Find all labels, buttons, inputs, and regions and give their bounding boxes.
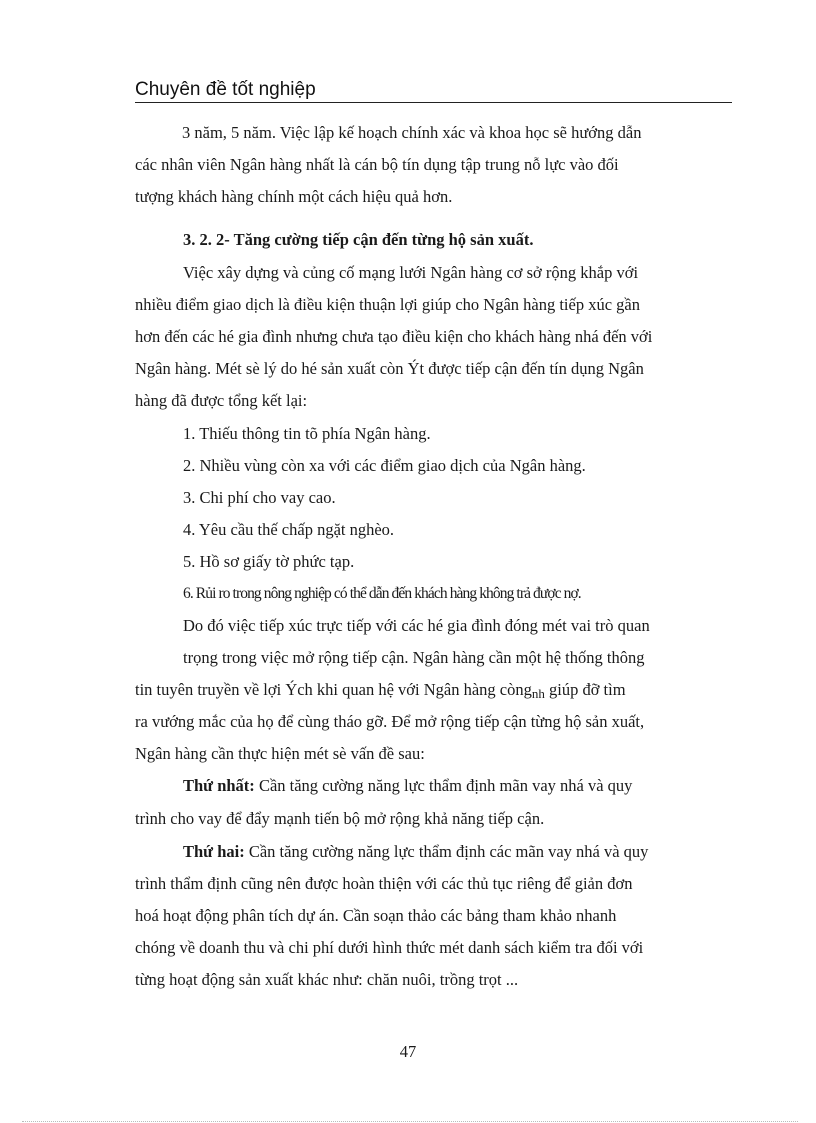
text-line: 3 năm, 5 năm. Việc lập kế hoạch chính xác và khoa học sẽ hướng dẫn (182, 123, 642, 142)
text-line: hơn đến các hé gia đình nhưng chưa tạo điều kiện cho khách hàng nhá đến với (135, 327, 653, 346)
text-fragment: Cần tăng cường năng lực thẩm định các mãn vay nhá và quy (244, 842, 649, 861)
text-line: từng hoạt động sản xuất khác như: chăn nuôi, trồng trọt ... (135, 970, 519, 989)
list-item: 6. Rủi ro trong nông nghiệp có thể dẫn đến khách hàng không trả được nợ. (183, 585, 581, 602)
text-line: Ngân hàng. Mét sè lý do hé sản xuất còn Ýt được tiếp cận đến tín dụng Ngân (135, 359, 644, 378)
text-line: ra vướng mắc của họ để cùng tháo gỡ. Để mở rộng tiếp cận từng hộ sản xuất, (135, 712, 645, 731)
list-item: 1. Thiếu thông tin tõ phía Ngân hàng. (183, 424, 431, 443)
text-line (135, 679, 626, 702)
paragraph-second (183, 841, 648, 863)
paragraph-first (183, 775, 632, 797)
text-line: trình thẩm định cũng nên được hoàn thiện với các thủ tục riêng để giản đơn (135, 874, 633, 893)
text-line: hoá hoạt động phân tích dự án. Cần soạn thảo các bảng tham khảo nhanh (135, 906, 617, 925)
list-item: 5. Hồ sơ giấy tờ phức tạp. (183, 552, 355, 571)
section-heading: 3. 2. 2- Tăng cường tiếp cận đến từng hộ sản xuất. (183, 230, 534, 249)
text-fragment: tin tuyên truyền về lợi Ých khi quan hệ với Ngân hàng còng (135, 680, 532, 699)
text-line: chóng về doanh thu và chi phí dưới hình thức mét danh sách kiểm tra đối với (135, 938, 644, 957)
text-fragment: Cần tăng cường năng lực thẩm định mãn vay nhá và quy (254, 776, 633, 795)
running-header: Chuyên đề tốt nghiệp (135, 79, 316, 100)
paragraph-label: Thứ hai: (183, 842, 245, 861)
text-line: trình cho vay để đẩy mạnh tiến bộ mở rộng khả năng tiếp cận. (135, 809, 545, 828)
text-line: trọng trong việc mở rộng tiếp cận. Ngân hàng cần một hệ thống thông (183, 648, 645, 667)
text-line: nhiều điểm giao dịch là điều kiện thuận lợi giúp cho Ngân hàng tiếp xúc gần (135, 295, 640, 314)
text-line: Việc xây dựng và củng cố mạng lưới Ngân hàng cơ sở rộng khắp với (183, 263, 639, 282)
text-line: hàng đã được tổng kết lại: (135, 391, 308, 410)
list-item: 3. Chi phí cho vay cao. (183, 488, 336, 507)
list-item: 4. Yêu cầu thế chấp ngặt nghèo. (183, 520, 395, 539)
header-rule (135, 102, 732, 103)
text-line: các nhân viên Ngân hàng nhất là cán bộ tín dụng tập trung nỗ lực vào đối (135, 155, 619, 174)
text-fragment: nh (531, 686, 545, 701)
text-line: tượng khách hàng chính một cách hiệu quả hơn. (135, 187, 453, 206)
paragraph-label: Thứ nhất: (183, 776, 255, 795)
page-number: 47 (399, 1042, 417, 1061)
text-line: Ngân hàng cần thực hiện mét sè vấn đề sau: (135, 744, 425, 763)
page-edge-rule (22, 1121, 798, 1122)
text-fragment: giúp đỡ tìm (544, 680, 626, 699)
text-line: Do đó việc tiếp xúc trực tiếp với các hé gia đình đóng mét vai trò quan (183, 616, 650, 635)
list-item: 2. Nhiều vùng còn xa với các điểm giao dịch của Ngân hàng. (183, 456, 586, 475)
